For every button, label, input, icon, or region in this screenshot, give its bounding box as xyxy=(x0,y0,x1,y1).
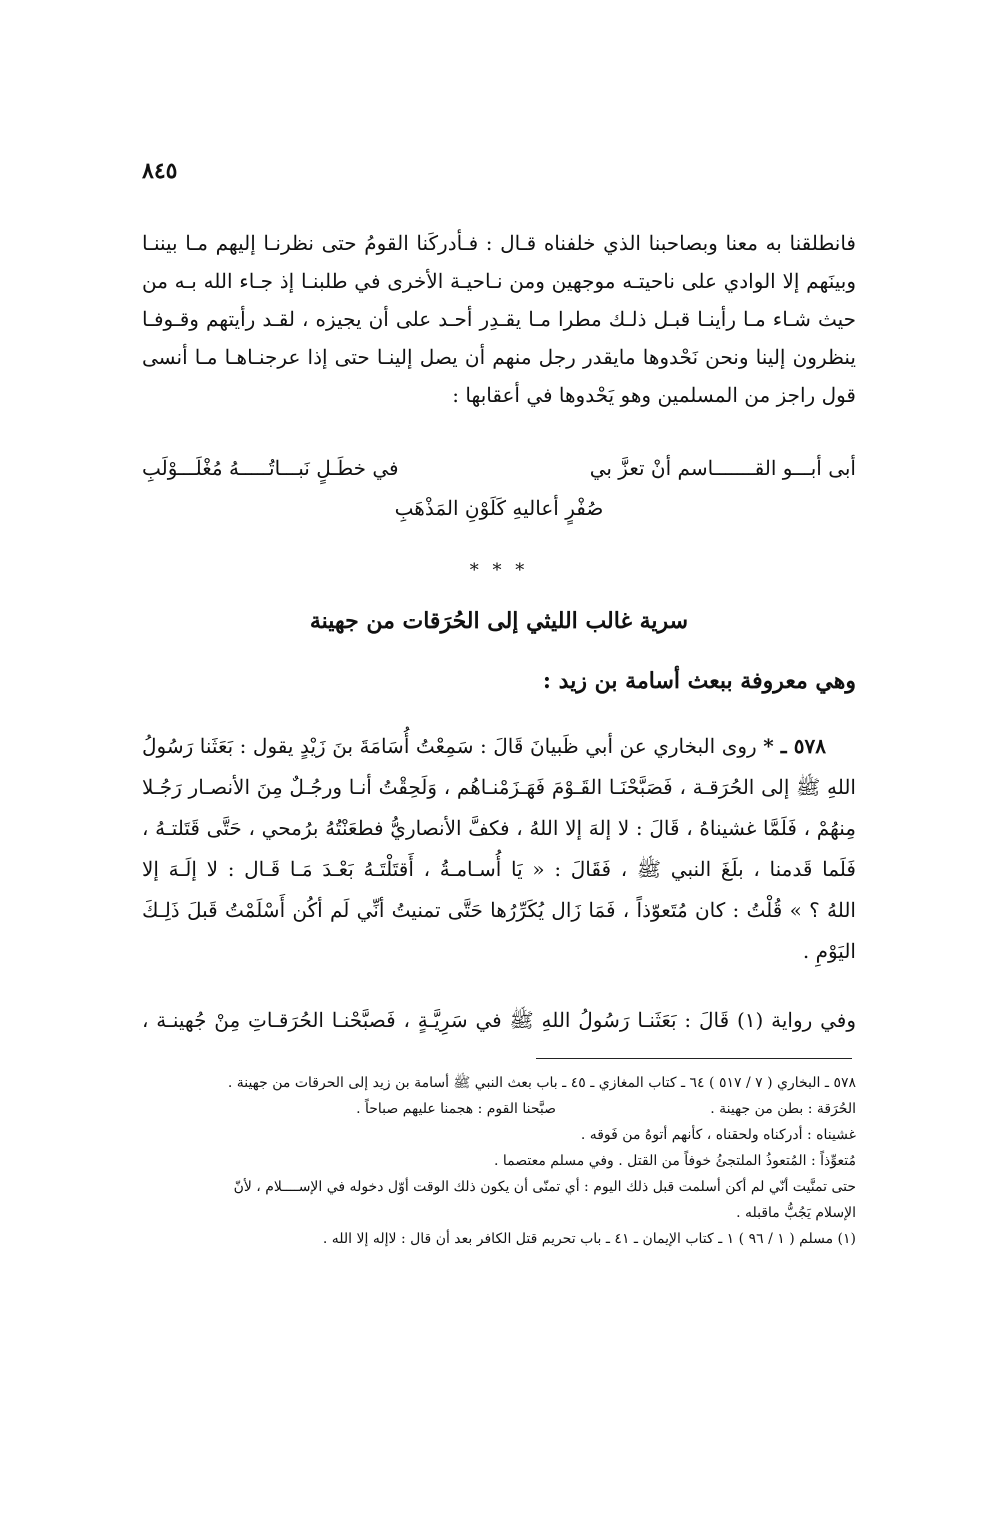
footnote-hurqa: الحُرَقة : بطن من جهينة . xyxy=(710,1101,856,1117)
paragraph-line: اللهُ ؟ » قُلْتُ : كان مُتَعوّذاً ، فَمَا زَال يُكَرِّرُها حَتَّى تمنيتُ أنِّي لَم أكُن أَسْلَمْتُ قَبلَ ذَلِـكَ xyxy=(142,898,856,922)
paragraph-line: ينظرون إلينا ونحن نَحْدوها مايقدر رجل منهم أن يصل إلينـا حتى إذا عرجنـاهـا مـا أنسى xyxy=(142,345,856,369)
hadith-number: ٥٧٨ ـ * xyxy=(763,734,827,758)
paragraph-line: قول راجز من المسلمين وهو يَحْدوها في أعقابها : xyxy=(452,383,856,407)
paragraph-line: اليَوْمِ . xyxy=(802,939,856,963)
footnotes xyxy=(142,1070,856,1252)
hadith-text: روى البخاري عن أبي ظَبيانَ قَالَ : سَمِعْتُ أُسَامَةَ بنَ زَيْدٍ يقول : بَعَثَنا رَسُولُ xyxy=(142,734,757,758)
footnote-muslim-ref: (١) مسلم ( ١ / ٩٦ ) ١ ـ كتاب الإيمان ـ ٤١ ـ باب تحريم قتل الكافر بعد أن قال : لاإله إلا الله . xyxy=(322,1231,856,1247)
footnote-tamannayt-cont: الإسلام يَجُبُّ ماقبله . xyxy=(736,1205,856,1221)
hadith-paragraph xyxy=(142,726,856,972)
paragraph-line: اللهِ ﷺ إلى الحُرَقـة ، فَصَبَّحْنَـا القَـوْمَ فَهَـزَمْنـاهُم ، وَلَحِقْتُ أنـا ورجُـلٌ مِنَ الأنصـار رَجُـلا xyxy=(142,775,856,799)
section-title: سرية غالب الليثي إلى الحُرَقات من جهينة xyxy=(309,608,689,634)
verse-hemistich-first: أبى أبـــو القـــــــاسم أنْ تعزَّ بي xyxy=(589,456,856,480)
footnote-mutaawwidh: مُتعوِّذاً : المُتعوذُ الملتجئُ خوفاً من القتل . وفي مسلم معتصما . xyxy=(493,1153,856,1169)
riwaya-paragraph xyxy=(142,1000,856,1040)
footnote-source: ٥٧٨ ـ البخاري ( ٧ / ٥١٧ ) ٦٤ ـ كتاب المغازي ـ ٤٥ ـ باب بعث النبي ﷺ أسامة بن زيد إلى الحرقات من جهينة . xyxy=(227,1075,856,1091)
verse-line: صُفْرٍ أعاليهِ كَلَوْنِ المَذْهَبِ xyxy=(394,496,604,520)
opening-paragraph xyxy=(142,224,856,414)
paragraph-line: مِنهُمْ ، فَلَمَّا غشيناهُ ، قَالَ : لا إلهَ إلا اللهُ ، فكفَّ الأنصاريُّ فطعَنْتُهُ برُمحي ، حَتَّى قَتَلتـهُ ، xyxy=(142,816,857,840)
footnote-row xyxy=(142,1096,856,1122)
footnote-tamannayt: حتى تمنَّيت أنّي لم أكن أسلمت قبل ذلك اليوم : أي تمنّى أن يكون ذلك الوقت أوّل دخوله في الإســــلام ، لأنّ xyxy=(233,1179,856,1195)
footnote-divider xyxy=(536,1058,852,1059)
footnote-ghashinah: غشيناه : أدركناه ولحقناه ، كأنهم أتوهُ من فَوقه . xyxy=(580,1127,856,1143)
verse-hemistich-second: في خطَـلٍ نَبـــاتُـــــهُ مُغْلَـــوْلَبِ xyxy=(142,456,399,480)
verse-line xyxy=(142,448,856,488)
sub-title: وهي معروفة ببعث أسامة بن زيد : xyxy=(542,668,856,694)
paragraph-line: وفي رواية (١) قَالَ : بَعَثَنـا رَسُولُ اللهِ ﷺ في سَرِيَّـةٍ ، فَصبَّحْنـا الحُرَقـاتِ مِنْ جُهينـة ، xyxy=(142,1008,856,1032)
poem-verse xyxy=(142,448,856,528)
page-number: ٨٤٥ xyxy=(142,158,178,184)
footnote-sabbahna: صبَّحنا القوم : هجمنا عليهم صباحاً . xyxy=(356,1101,556,1117)
paragraph-line: حيث شـاء مـا رأينـا قبـل ذلـك مطرا مـا يقـدِر أحـد على أن يجيزه ، لقـد رأيتهم وقـوفـا xyxy=(142,307,856,331)
separator-stars: * * * xyxy=(469,560,529,581)
paragraph-line xyxy=(142,726,856,767)
paragraph-line: فَلَما قَدمنا ، بلَغَ النبي ﷺ ، فَقَالَ : « يَا أُسـامـةُ ، أَقتَلْتَـهُ بَعْـدَ مَـا قَـال : لا إلَـهَ إلا xyxy=(142,857,856,881)
paragraph-line: فانطلقنا به معنا وبصاحبنا الذي خلفناه قـال : فـأدركَنا القومُ حتى نظرنـا إليهم مـا بيننـا xyxy=(142,231,856,255)
paragraph-line: وبينَهم إلا الوادي على ناحيتـه موجهين ومن نـاحيـة الأخرى في طلبنـا إذ جـاء الله بـه من xyxy=(142,269,857,293)
